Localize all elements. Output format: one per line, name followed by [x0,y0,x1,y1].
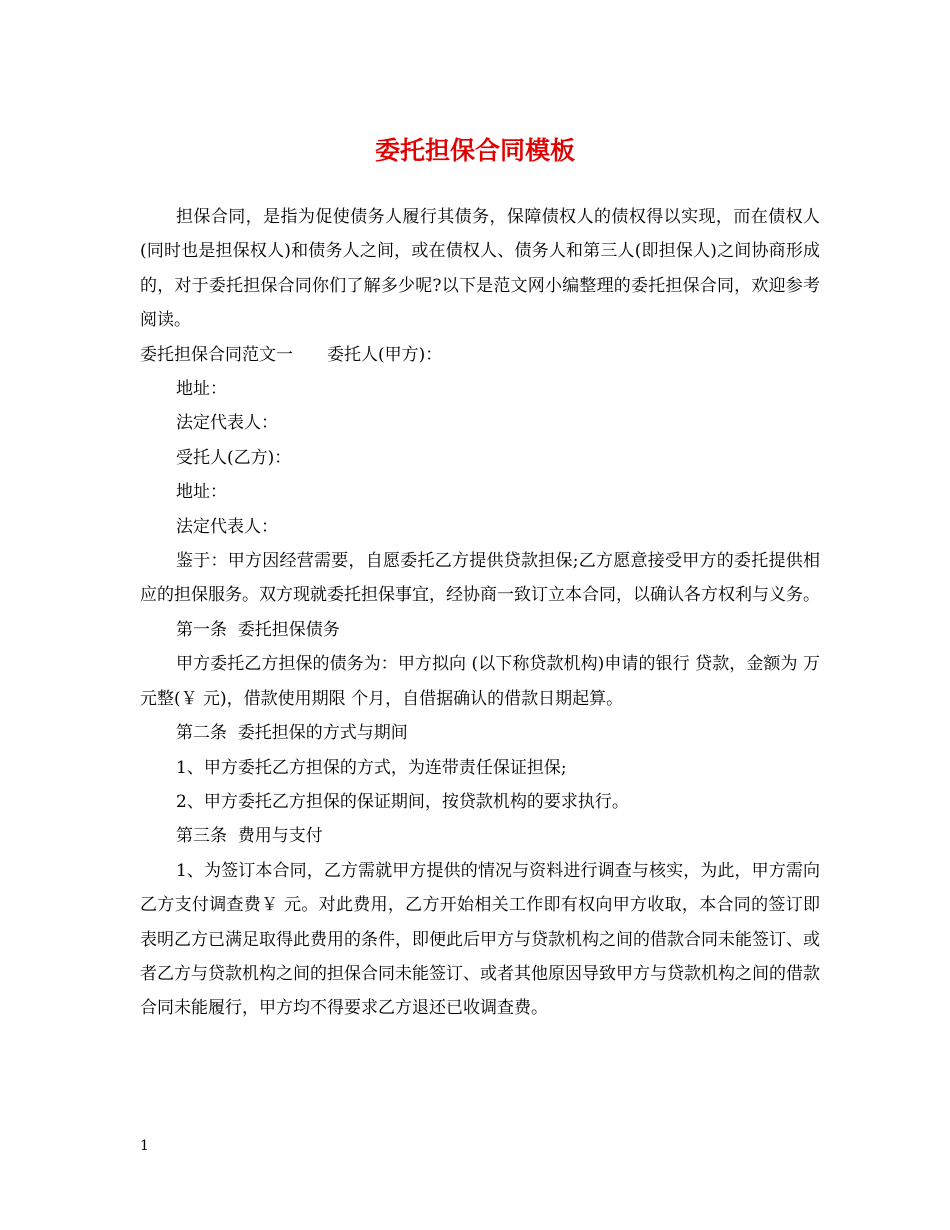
article-1-heading: 第一条 委托担保债务 [176,619,340,640]
party-b-line: 受托人(乙方)： [176,447,292,468]
article-2-heading: 第二条 委托担保的方式与期间 [176,723,408,744]
sample-heading-line: 委托担保合同范文一 委托人(甲方)： [140,344,443,365]
intro-paragraph: 担保合同，是指为促使债务人履行其债务，保障债权人的债权得以实现，而在债权人(同时也是担保权人)和债务人之间，或在债权人、债务人和第三人(即担保人)之间协商形成的，对于委托担保合同你们了解多少呢?以下是范文网小编整理的委托担保合同，欢迎参考阅读。 [140,207,820,331]
article-3-item-1: 1、为签订本合同，乙方需就甲方提供的情况与资料进行调查与核实，为此，甲方需向乙方支付调查费￥ 元。对此费用，乙方开始相关工作即有权向甲方收取，本合同的签订即表明乙方已满足取得此费用的条件，即便此后甲方与贷款机构之间的借款合同未能签订、或者乙方与贷款机构之间的担保合同未能签订、或者其他原因导致甲方与贷款机构之间的借款合同未能履行，甲方均不得要求乙方退还已收调查费。 [140,860,820,1019]
party-a-representative: 法定代表人： [176,413,278,434]
page-number: 1 [140,1138,149,1154]
party-b-address: 地址： [176,482,227,503]
article-1-paragraph: 甲方委托乙方担保的债务为：甲方拟向 (以下称贷款机构)申请的银行 贷款，金额为 万元整(￥ 元)，借款使用期限 个月，自借据确认的借款日期起算。 [140,654,820,709]
party-a-address: 地址： [176,379,227,400]
whereas-paragraph: 鉴于：甲方因经营需要，自愿委托乙方提供贷款担保;乙方愿意接受甲方的委托提供相应的担保服务。双方现就委托担保事宜，经协商一致订立本合同，以确认各方权利与义务。 [140,551,820,606]
document-title: 委托担保合同模板 [374,136,575,165]
article-2-item-2: 2、甲方委托乙方担保的保证期间，按贷款机构的要求执行。 [176,791,629,812]
document-body [140,200,820,1026]
article-3-heading: 第三条 费用与支付 [176,826,323,847]
article-2-item-1: 1、甲方委托乙方担保的方式，为连带责任保证担保; [176,757,567,778]
party-b-representative: 法定代表人： [176,516,278,537]
